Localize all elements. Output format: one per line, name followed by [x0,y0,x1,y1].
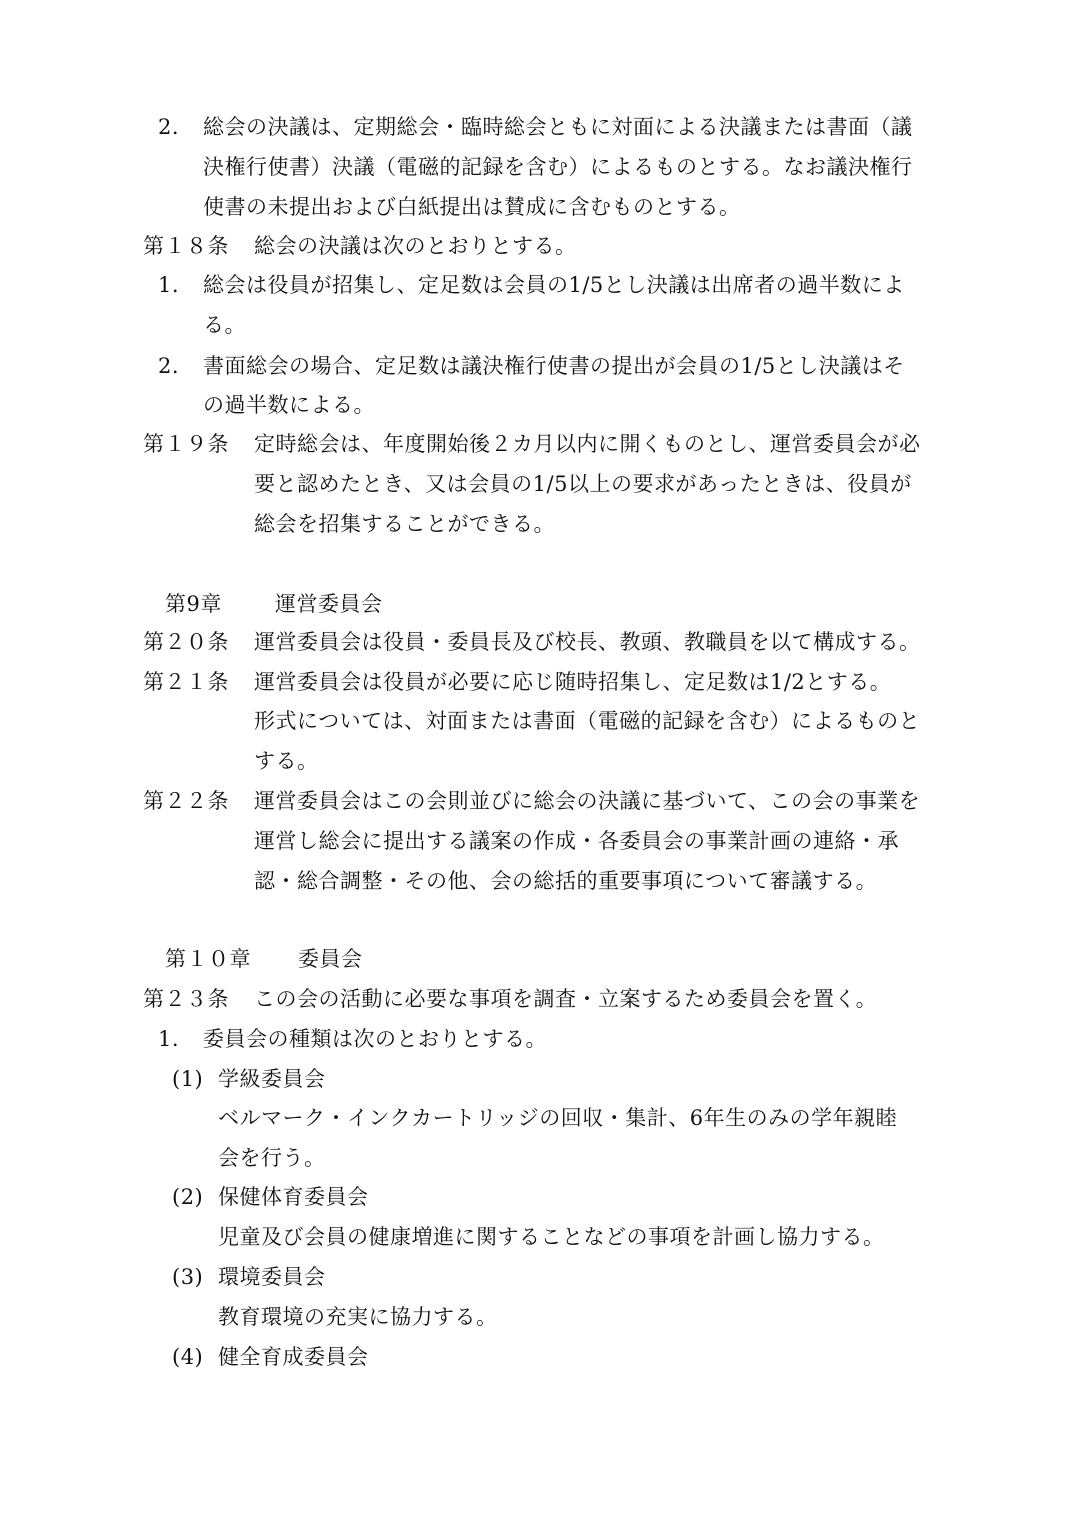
body-line: 定時総会は、年度開始後２カ月以内に開くものとし、運営委員会が必 [254,432,921,456]
committee-name: 環境委員会 [218,1265,326,1289]
committee-desc: 教育環境の充実に協力する。 [218,1305,498,1329]
chapter-label: 第9章 [165,592,222,616]
body-line: 決権行使書）決議（電磁的記録を含む）によるものとする。なお議決権行 [203,155,913,179]
committee-desc: 会を行う。 [218,1146,326,1170]
article-label: 第２０条 [143,630,229,654]
body-line: 形式については、対面または書面（電磁的記録を含む）によるものと [254,709,921,733]
body-line: 書面総会の場合、定足数は議決権行使書の提出が会員の1/5とし決議はそ [203,354,905,378]
article-label: 第２３条 [143,987,229,1011]
body-line: 運営委員会はこの会則並びに総会の決議に基づいて、この会の事業を [254,789,921,813]
committee-number: (1) [172,1067,204,1091]
article-label: 第２１条 [143,670,229,694]
body-line: する。 [254,749,319,773]
item-number: 1. [158,273,180,297]
article-label: 第２２条 [143,789,229,813]
committee-number: (2) [172,1185,204,1209]
body-line: 運営委員会は役員・委員長及び校長、教頭、教職員を以て構成する。 [254,630,921,654]
body-line: 認・総合調整・その他、会の総括的重要事項について審議する。 [254,869,878,893]
committee-desc: 児童及び会員の健康増進に関することなどの事項を計画し協力する。 [218,1225,885,1249]
article-label: 第１９条 [143,432,229,456]
item-number: 2. [158,115,180,139]
committee-desc: ベルマーク・インクカートリッジの回収・集計、6年生のみの学年親睦 [218,1106,898,1130]
committee-number: (4) [172,1345,204,1369]
chapter-title: 委員会 [298,947,363,971]
committee-name: 学級委員会 [218,1067,326,1091]
chapter-label: 第１０章 [165,947,251,971]
chapter-title: 運営委員会 [275,592,383,616]
article-text: この会の活動に必要な事項を調査・立案するため委員会を置く。 [254,987,878,1011]
committee-name: 健全育成委員会 [218,1345,369,1369]
body-line: 総会の決議は、定期総会・臨時総会ともに対面による決議または書面（議 [203,115,913,139]
item-number: 1. [158,1027,180,1051]
committee-number: (3) [172,1265,204,1289]
body-line: の過半数による。 [203,393,375,417]
body-line: 総会は役員が招集し、定足数は会員の1/5とし決議は出席者の過半数によ [203,273,905,297]
body-line: 運営委員会は役員が必要に応じ随時招集し、定足数は1/2とする。 [254,670,892,694]
committee-name: 保健体育委員会 [218,1185,369,1209]
body-line: 運営し総会に提出する議案の作成・各委員会の事業計画の連絡・承 [254,829,899,853]
article-label: 第１８条 [143,234,229,258]
body-line: 総会を招集することができる。 [254,512,555,536]
body-line: 要と認めたとき、又は会員の1/5以上の要求があったときは、役員が [254,472,912,496]
body-line: 委員会の種類は次のとおりとする。 [203,1027,547,1051]
article-text: 総会の決議は次のとおりとする。 [254,234,577,258]
body-line: 使書の未提出および白紙提出は賛成に含むものとする。 [203,195,741,219]
item-number: 2. [158,354,180,378]
body-line: る。 [203,313,246,337]
